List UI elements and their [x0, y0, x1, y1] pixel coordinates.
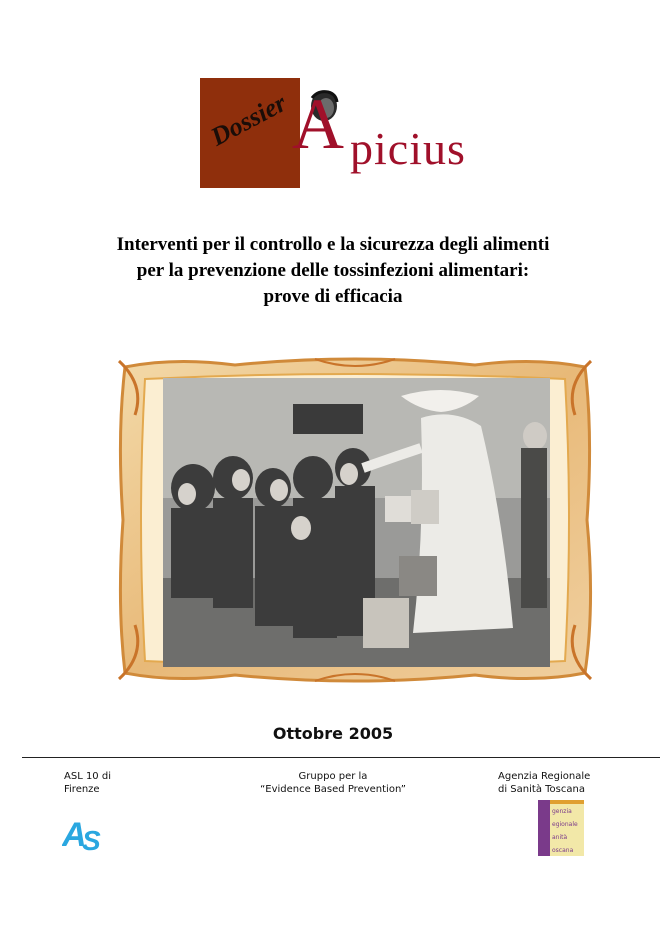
logo-initial-a: A	[292, 84, 344, 164]
logo-word-picius: picius	[350, 123, 466, 174]
svg-text:genzia: genzia	[552, 808, 572, 815]
svg-text:oscana: oscana	[552, 847, 574, 854]
footer-left-line-2: Firenze	[64, 784, 100, 795]
footer-ars-label	[498, 770, 590, 796]
footer-right-line-1: Agenzia Regionale	[498, 771, 591, 782]
svg-text:S: S	[82, 825, 101, 854]
footer-mid-line-2: “Evidence Based Prevention”	[260, 784, 406, 795]
footer-right-line-2: di Sanità Toscana	[498, 784, 585, 795]
svg-text:egionale: egionale	[552, 821, 578, 828]
svg-text:anità: anità	[552, 834, 568, 841]
title-line-3: prove di efficacia	[263, 286, 403, 307]
title-line-1: Interventi per il controllo e la sicurezza degli alimenti	[116, 234, 550, 255]
horizontal-divider	[22, 757, 660, 758]
dossier-apicius-logo	[200, 78, 466, 190]
document-title	[0, 232, 666, 310]
svg-text:A: A	[62, 816, 87, 854]
asl-firenze-logo-icon	[62, 812, 106, 854]
footer-mid-line-1: Gruppo per la	[298, 771, 368, 782]
logo-word-dossier: Dossier	[206, 88, 292, 152]
footer-left-line-1: ASL 10 di	[64, 771, 111, 782]
title-line-2: per la prevenzione delle tossinfezioni alimentari:	[136, 260, 530, 281]
publication-date: Ottobre 2005	[272, 724, 394, 743]
sepia-photo-soup-kitchen-icon	[163, 378, 550, 667]
ars-toscana-logo-icon	[538, 800, 584, 856]
